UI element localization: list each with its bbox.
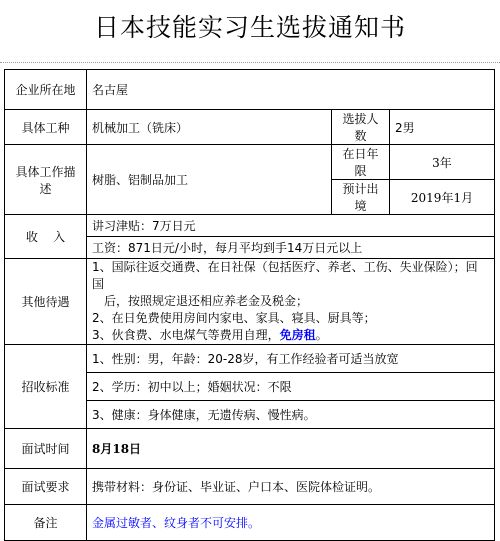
row-interview-req xyxy=(5,469,495,505)
job-desc-label: 具体工作描述 xyxy=(5,145,87,215)
income-allowance: 讲习津贴：7万日元 xyxy=(87,215,495,237)
free-rent-highlight: 免房租 xyxy=(279,328,316,342)
criteria-item-2: 2、学历：初中以上；婚姻状况：不限 xyxy=(87,373,495,401)
criteria-item-1: 1、性别：男，年龄：20-28岁，有工作经验者可适当放宽 xyxy=(87,345,495,373)
benefits-content xyxy=(87,259,495,345)
benefits-line-4 xyxy=(92,327,489,344)
interview-time-label: 面试时间 xyxy=(5,429,87,469)
row-criteria-1 xyxy=(5,345,495,373)
benefits-line-4-text: 3、伙食费、水电煤气等费用自理， xyxy=(92,328,280,342)
row-income-allowance xyxy=(5,215,495,237)
benefits-line-3: 2、在日免费使用房间内家电、家具、寝具、厨具等； xyxy=(92,311,376,325)
term-label: 在日年限 xyxy=(332,145,390,180)
income-wage: 工资：871日元/小时，每月平均到手14万日元以上 xyxy=(87,237,495,259)
page-title: 日本技能实习生选拔通知书 xyxy=(93,13,406,42)
row-job-desc xyxy=(5,145,495,180)
notice-form xyxy=(4,69,495,541)
selection-count-label: 选拔人数 xyxy=(332,110,390,145)
location-label: 企业所在地 xyxy=(5,70,87,110)
row-job-type xyxy=(5,110,495,145)
notes-value: 金属过敏者、纹身者不可安排。 xyxy=(87,505,495,541)
interview-time-value: 8月18日 xyxy=(87,429,495,469)
benefits-label: 其他待遇 xyxy=(5,259,87,345)
selection-count-value: 2男 xyxy=(390,110,495,145)
notes-label: 备注 xyxy=(5,505,87,541)
location-value: 名古屋 xyxy=(87,70,495,110)
job-desc-value: 树脂、铝制品加工 xyxy=(87,145,332,215)
criteria-label: 招收标准 xyxy=(5,345,87,429)
income-label: 收 入 xyxy=(5,215,87,259)
benefits-line-2: 后，按照规定退还相应养老金及税金； xyxy=(104,294,309,308)
job-type-value: 机械加工（铣床） xyxy=(87,110,332,145)
departure-value: 2019年1月 xyxy=(390,180,495,215)
row-notes xyxy=(5,505,495,541)
departure-label: 预计出境 xyxy=(332,180,390,215)
row-location xyxy=(5,70,495,110)
row-interview-time xyxy=(5,429,495,469)
benefits-line-4-end: 。 xyxy=(315,328,328,342)
criteria-item-3: 3、健康：身体健康，无遗传病、慢性病。 xyxy=(87,401,495,429)
benefits-line-1: 1、国际往返交通费、在日社保（包括医疗、养老、工伤、失业保险）；回国 xyxy=(92,260,478,291)
term-value: 3年 xyxy=(390,145,495,180)
interview-req-label: 面试要求 xyxy=(5,469,87,505)
divider xyxy=(0,62,500,63)
job-type-label: 具体工种 xyxy=(5,110,87,145)
interview-req-value: 携带材料：身份证、毕业证、户口本、医院体检证明。 xyxy=(87,469,495,505)
row-benefits xyxy=(5,259,495,345)
